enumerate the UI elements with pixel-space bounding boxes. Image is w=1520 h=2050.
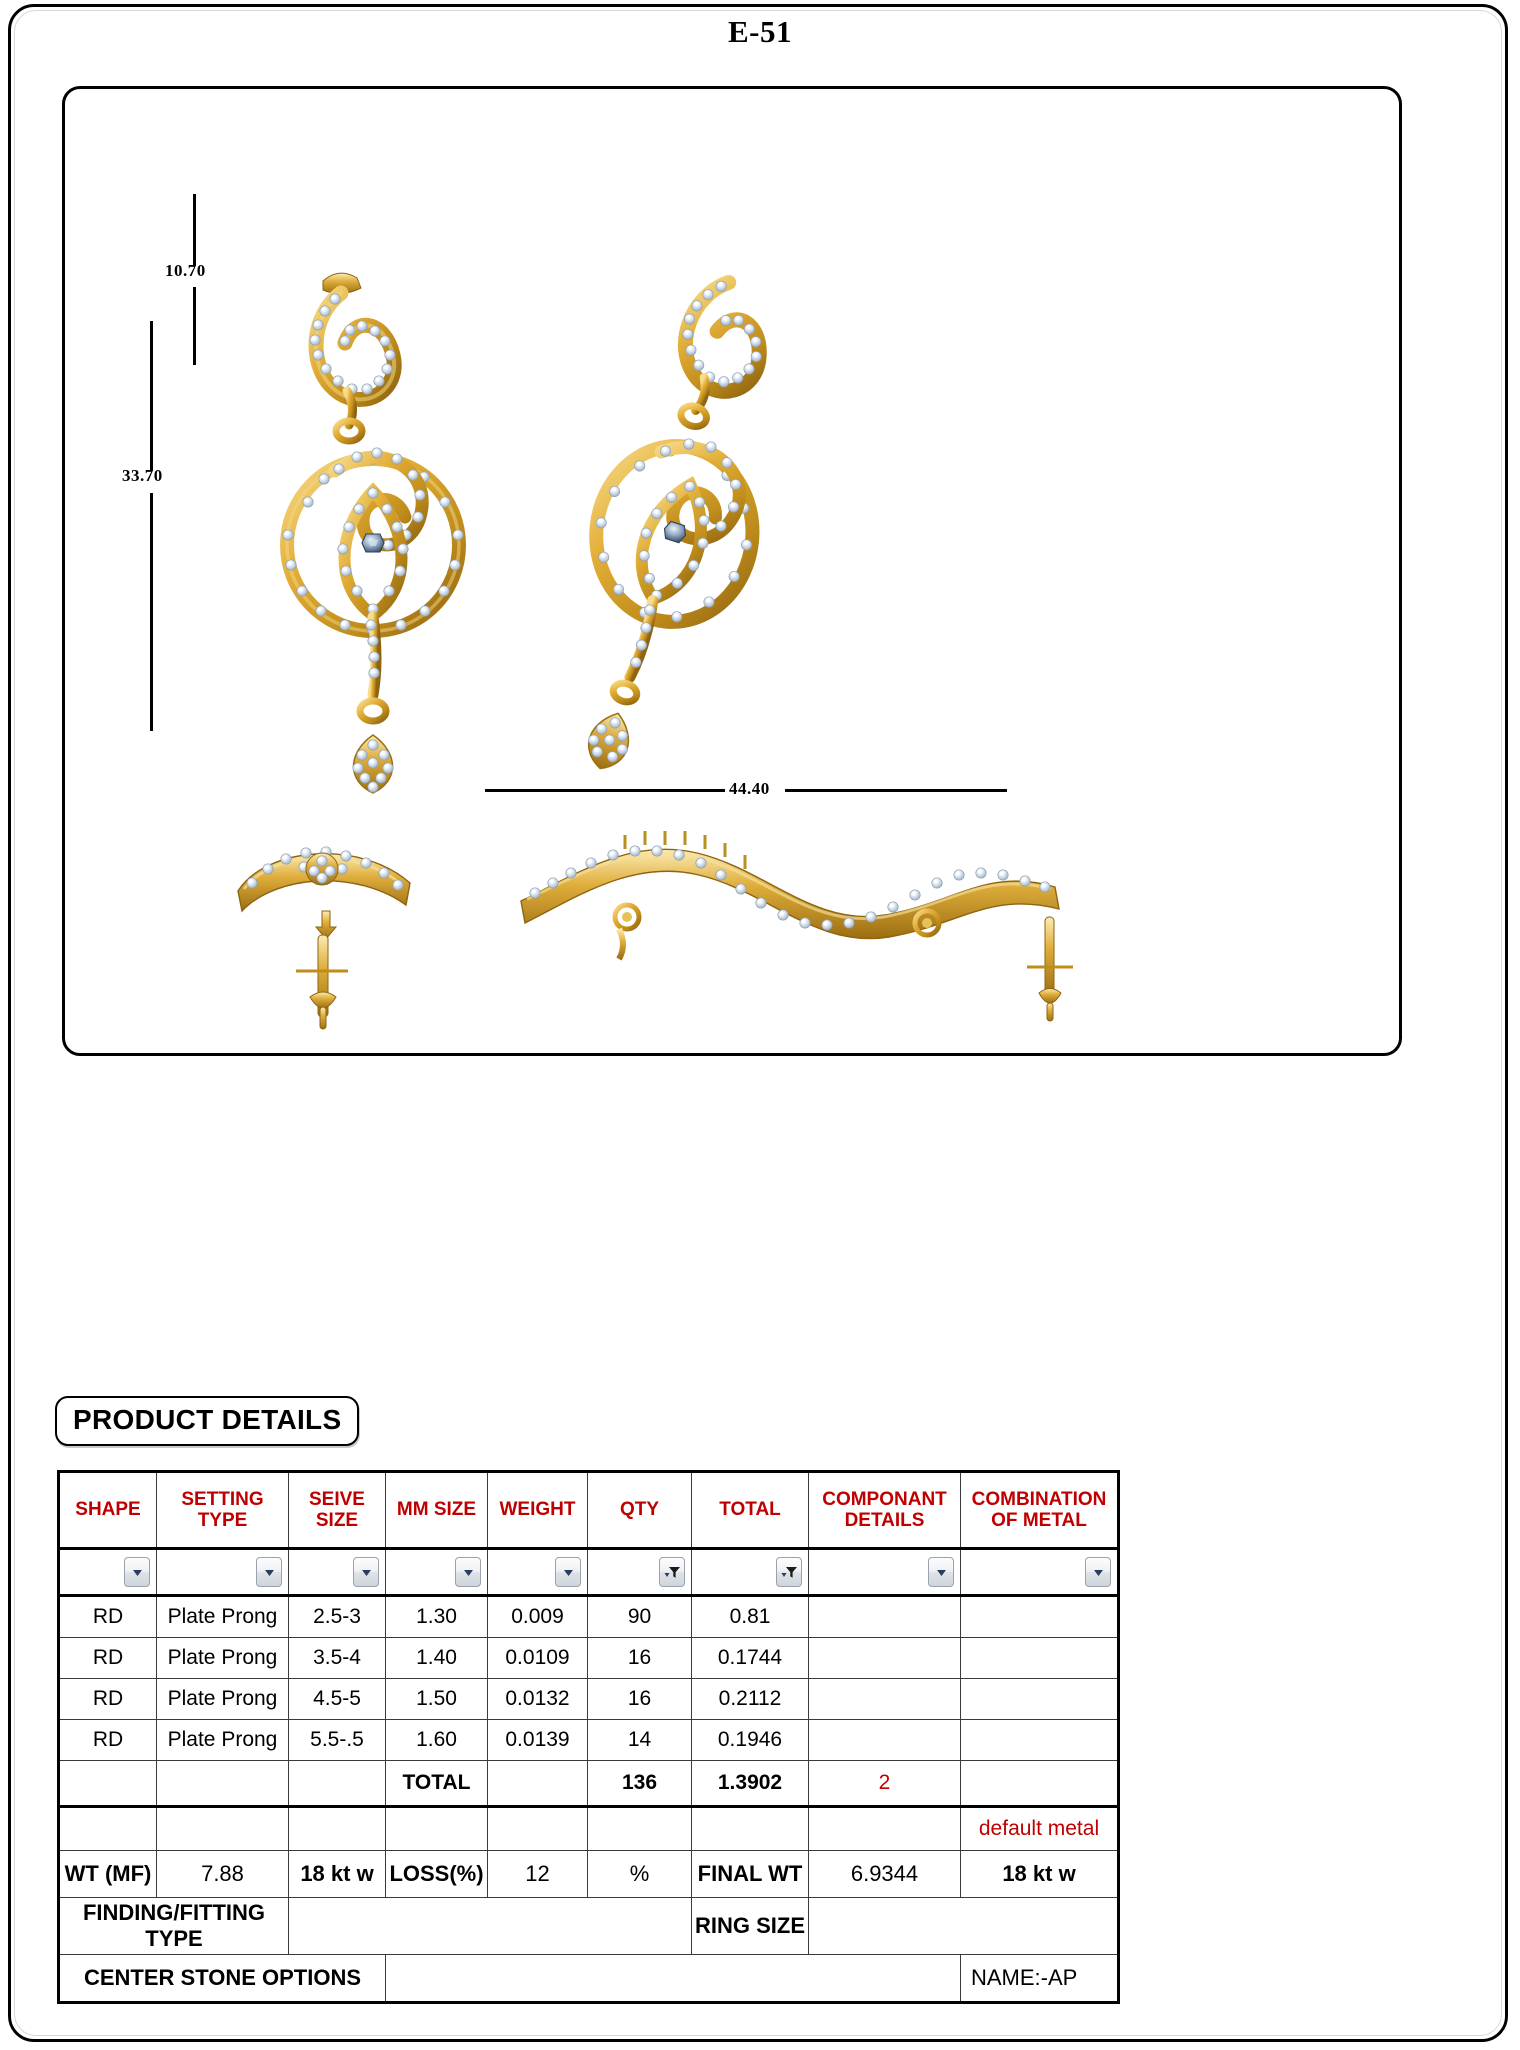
filter-cell-componant-details[interactable] (809, 1549, 961, 1596)
cell-mm-size: 1.50 (386, 1679, 488, 1720)
cell-mm-size: 1.60 (386, 1720, 488, 1761)
cell-weight: 0.0132 (488, 1679, 588, 1720)
table-row (59, 1638, 1119, 1679)
blank-cell-5 (488, 1807, 588, 1851)
cell-total: 0.1946 (692, 1720, 809, 1761)
column-header-seive-size (289, 1472, 386, 1549)
dimension-line-44-40 (485, 789, 725, 792)
center-stone-options-label: CENTER STONE OPTIONS (59, 1955, 386, 2003)
blank-cell-7 (692, 1807, 809, 1851)
cell-shape: RD (59, 1679, 157, 1720)
filter-cell-seive-size[interactable] (289, 1549, 386, 1596)
table-center-stone-row (59, 1955, 1119, 2003)
cell-mm-size: 1.30 (386, 1596, 488, 1638)
cell-componant-details (809, 1638, 961, 1679)
filter-funnel-icon[interactable] (659, 1557, 685, 1587)
cell-qty: 16 (588, 1679, 692, 1720)
finding-fitting-type-label: FINDING/FITTING TYPE (59, 1898, 289, 1955)
column-header-mm-size-l1: MM SIZE (396, 1499, 477, 1521)
page-title: E-51 (728, 14, 792, 49)
cell-weight: 0.009 (488, 1596, 588, 1638)
filter-dropdown-icon[interactable] (555, 1557, 581, 1587)
filter-dropdown-icon[interactable] (124, 1557, 150, 1587)
cell-weight: 0.0109 (488, 1638, 588, 1679)
column-header-componant-details-l1: COMPONANT (822, 1488, 947, 1510)
dimension-line-44-40-right (785, 789, 1007, 792)
wt-mf-value: 7.88 (157, 1851, 289, 1898)
cell-setting-type: Plate Prong (157, 1596, 289, 1638)
filter-dropdown-icon[interactable] (928, 1557, 954, 1587)
cell-combination-of-metal (961, 1679, 1119, 1720)
column-header-mm-size (386, 1472, 488, 1549)
filter-dropdown-icon[interactable] (455, 1557, 481, 1587)
total-blank-seive-size (289, 1761, 386, 1807)
total-blank-shape (59, 1761, 157, 1807)
cell-total: 0.2112 (692, 1679, 809, 1720)
product-details-section-label: PRODUCT DETAILS (55, 1396, 359, 1446)
loss-percent-label: LOSS(%) (386, 1851, 488, 1898)
dimension-line-33-70 (150, 321, 153, 471)
total-combination-of-metal (961, 1761, 1119, 1807)
ring-size-value[interactable] (809, 1898, 1119, 1955)
table-header-row (59, 1472, 1119, 1549)
cell-qty: 14 (588, 1720, 692, 1761)
cell-weight: 0.0139 (488, 1720, 588, 1761)
cell-total: 0.81 (692, 1596, 809, 1638)
dimension-line-10-70-lower (193, 287, 196, 365)
blank-cell-8 (809, 1807, 961, 1851)
wt-mf-label: WT (MF) (59, 1851, 157, 1898)
column-header-combination-of-metal (961, 1472, 1119, 1549)
column-header-componant-details (809, 1472, 961, 1549)
cell-setting-type: Plate Prong (157, 1679, 289, 1720)
dimension-label-33-70: 33.70 (122, 466, 163, 485)
finding-fitting-type-value[interactable] (289, 1898, 692, 1955)
table-total-row (59, 1761, 1119, 1807)
render-stage (65, 89, 1399, 1053)
column-header-total (692, 1472, 809, 1549)
cell-seive-size: 2.5-3 (289, 1596, 386, 1638)
final-metal-value: 18 kt w (961, 1851, 1119, 1898)
table-weight-row (59, 1851, 1119, 1898)
column-header-combination-of-metal-l2: OF METAL (991, 1510, 1087, 1531)
product-details-table (57, 1470, 1120, 2004)
column-header-qty (588, 1472, 692, 1549)
dimension-label-10-70: 10.70 (165, 261, 206, 280)
total-componant-details: 2 (809, 1761, 961, 1807)
product-render-panel (62, 86, 1402, 1056)
loss-percent-value: 12 (488, 1851, 588, 1898)
filter-cell-setting-type[interactable] (157, 1549, 289, 1596)
filter-cell-qty[interactable] (588, 1549, 692, 1596)
cell-qty: 90 (588, 1596, 692, 1638)
table-row (59, 1596, 1119, 1638)
metal-purity-value: 18 kt w (289, 1851, 386, 1898)
total-qty: 136 (588, 1761, 692, 1807)
cell-componant-details (809, 1596, 961, 1638)
column-header-setting-type-l1: SETTING (181, 1488, 264, 1510)
filter-cell-total[interactable] (692, 1549, 809, 1596)
cell-setting-type: Plate Prong (157, 1720, 289, 1761)
column-header-seive-size-l2: SIZE (315, 1510, 359, 1531)
cell-seive-size: 5.5-.5 (289, 1720, 386, 1761)
column-header-componant-details-l2: DETAILS (844, 1510, 925, 1531)
center-stone-options-value[interactable] (386, 1955, 961, 2003)
blank-cell-1 (59, 1807, 157, 1851)
column-header-shape (59, 1472, 157, 1549)
jewellery-render-svg (65, 89, 1399, 1053)
column-header-combination-of-metal-l1: COMBINATION (971, 1488, 1107, 1510)
table-row (59, 1679, 1119, 1720)
column-header-weight-l1: WEIGHT (499, 1499, 576, 1521)
cell-combination-of-metal (961, 1596, 1119, 1638)
cell-componant-details (809, 1679, 961, 1720)
cell-qty: 16 (588, 1638, 692, 1679)
column-header-weight (488, 1472, 588, 1549)
cell-shape: RD (59, 1638, 157, 1679)
designer-name: NAME:-AP (961, 1955, 1119, 2003)
default-metal-note: default metal (961, 1807, 1119, 1851)
cell-combination-of-metal (961, 1638, 1119, 1679)
cell-seive-size: 3.5-4 (289, 1638, 386, 1679)
filter-dropdown-icon[interactable] (1085, 1557, 1111, 1587)
column-header-total-l1: TOTAL (719, 1499, 781, 1521)
column-header-seive-size-l1: SEIVE (309, 1488, 365, 1510)
cell-combination-of-metal (961, 1720, 1119, 1761)
cell-shape: RD (59, 1720, 157, 1761)
filter-dropdown-icon[interactable] (256, 1557, 282, 1587)
filter-cell-combination-of-metal[interactable] (961, 1549, 1119, 1596)
ring-size-label: RING SIZE (692, 1898, 809, 1955)
final-wt-value: 6.9344 (809, 1851, 961, 1898)
table-row (59, 1720, 1119, 1761)
column-header-setting-type-l2: TYPE (197, 1510, 248, 1531)
column-header-shape-l1: SHAPE (75, 1499, 141, 1521)
dimension-label-44-40: 44.40 (729, 779, 770, 798)
filter-cell-weight[interactable] (488, 1549, 588, 1596)
column-header-setting-type (157, 1472, 289, 1549)
dimension-line-33-70-lower (150, 493, 153, 731)
total-blank-setting-type (157, 1761, 289, 1807)
cell-total: 0.1744 (692, 1638, 809, 1679)
cell-seive-size: 4.5-5 (289, 1679, 386, 1720)
filter-dropdown-icon[interactable] (353, 1557, 379, 1587)
dimension-line-10-70 (193, 194, 196, 266)
filter-cell-shape[interactable] (59, 1549, 157, 1596)
column-header-qty-l1: QTY (619, 1499, 660, 1521)
table-finding-row (59, 1898, 1119, 1955)
blank-cell-6 (588, 1807, 692, 1851)
total-blank-weight (488, 1761, 588, 1807)
center-stone (362, 534, 384, 552)
cell-componant-details (809, 1720, 961, 1761)
table-default-metal-row (59, 1807, 1119, 1851)
loss-percent-unit: % (588, 1851, 692, 1898)
blank-cell-3 (289, 1807, 386, 1851)
final-wt-label: FINAL WT (692, 1851, 809, 1898)
table-filter-row (59, 1549, 1119, 1596)
blank-cell-4 (386, 1807, 488, 1851)
cell-shape: RD (59, 1596, 157, 1638)
total-total: 1.3902 (692, 1761, 809, 1807)
filter-cell-mm-size[interactable] (386, 1549, 488, 1596)
total-label: TOTAL (386, 1761, 488, 1807)
blank-cell-2 (157, 1807, 289, 1851)
filter-funnel-icon[interactable] (776, 1557, 802, 1587)
cell-setting-type: Plate Prong (157, 1638, 289, 1679)
cell-mm-size: 1.40 (386, 1638, 488, 1679)
